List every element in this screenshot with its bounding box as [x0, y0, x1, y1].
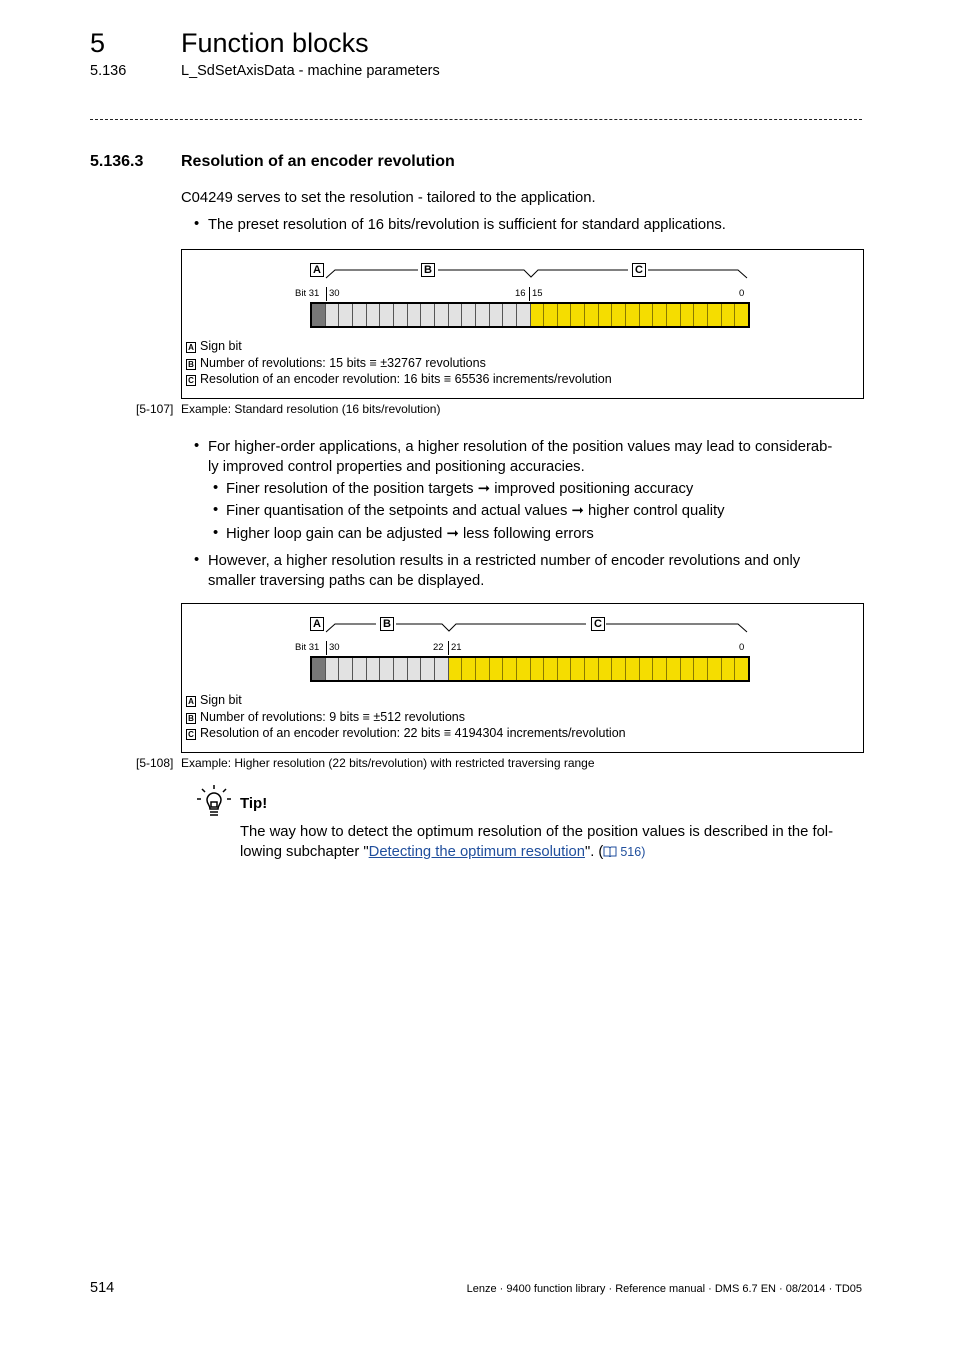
subbullet-marker: • — [213, 525, 219, 541]
book-icon — [603, 846, 617, 857]
tip-text-prefix: lowing subchapter " — [240, 843, 369, 860]
bit-separator — [448, 641, 449, 655]
bit-0-label: 0 — [739, 288, 745, 299]
legend-a-text: Sign bit — [200, 693, 242, 707]
subbullet-text: Finer resolution of the position targets — [226, 481, 474, 497]
legend-c-key: C — [186, 729, 196, 740]
resolution-bit-cell — [681, 304, 695, 326]
legend-a-text: Sign bit — [200, 339, 242, 353]
bit-31-label: Bit 31 — [295, 642, 320, 653]
resolution-bit-cell — [694, 658, 708, 680]
label-b-marker: B — [421, 263, 435, 277]
arrow-icon: ➞ — [446, 526, 459, 542]
resolution-bit-cell — [735, 658, 748, 680]
resolution-bit-cell — [517, 658, 531, 680]
resolution-bit-cell — [571, 304, 585, 326]
revolution-bit-cell — [435, 658, 449, 680]
bit-register — [310, 302, 750, 328]
legend-b-key: B — [186, 359, 196, 370]
bit-boundary-low-label: 15 — [532, 288, 543, 299]
legend-a-key: A — [186, 696, 196, 707]
tip-text-suffix: ". ( — [584, 843, 604, 860]
revolution-bit-cell — [449, 304, 463, 326]
bit-boundary-low-label: 21 — [451, 642, 462, 653]
revolution-bit-cell — [408, 304, 422, 326]
section-title: Resolution of an encoder revolution — [181, 153, 455, 170]
bullet-marker: • — [194, 438, 200, 454]
lightbulb-icon — [196, 784, 232, 820]
revolution-bit-cell — [326, 658, 340, 680]
revolution-bit-cell — [394, 658, 408, 680]
label-a-marker: A — [310, 617, 324, 631]
figure-standard-resolution — [181, 249, 864, 399]
resolution-bit-cell — [667, 304, 681, 326]
subchapter-number: 5.136 — [90, 63, 127, 79]
resolution-bit-cell — [640, 304, 654, 326]
resolution-bit-cell — [599, 658, 613, 680]
bit-30-label: 30 — [329, 642, 340, 653]
subbullet-item — [226, 525, 594, 545]
label-a-marker: A — [310, 263, 324, 277]
figure-caption-number: [5-108] — [136, 756, 174, 770]
legend-b-key: B — [186, 713, 196, 724]
resolution-bit-cell — [708, 658, 722, 680]
bullet-restricted-revolutions — [208, 552, 800, 591]
subchapter-title: L_SdSetAxisData - machine parameters — [181, 63, 440, 79]
bullet-higher-order — [208, 438, 832, 477]
bit-boundary-high-label: 16 — [515, 288, 526, 299]
tip-text-line2 — [240, 843, 833, 863]
legend-c — [186, 725, 626, 741]
label-b-marker: B — [380, 617, 394, 631]
legend-b-text: Number of revolutions: 15 bits ≡ ±32767 revolutions — [200, 356, 486, 370]
resolution-bit-cell — [626, 304, 640, 326]
revolution-bit-cell — [353, 304, 367, 326]
detecting-optimum-resolution-link[interactable]: Detecting the optimum resolution — [368, 843, 585, 860]
resolution-bit-cell — [667, 658, 681, 680]
page-number: 514 — [90, 1280, 115, 1296]
revolution-bit-cell — [462, 304, 476, 326]
figure-caption-number: [5-107] — [136, 402, 174, 416]
revolution-bit-cell — [339, 658, 353, 680]
resolution-bit-cell — [640, 658, 654, 680]
subbullet-result: less following errors — [463, 526, 594, 542]
section-number: 5.136.3 — [90, 153, 144, 170]
bit-30-label: 30 — [329, 288, 340, 299]
legend-a — [186, 692, 242, 708]
bit-separator — [326, 287, 327, 301]
revolution-bit-cell — [421, 658, 435, 680]
resolution-bit-cell — [612, 658, 626, 680]
revolution-bit-cell — [367, 304, 381, 326]
resolution-bit-cell — [544, 304, 558, 326]
legend-a-key: A — [186, 342, 196, 353]
intro-text: C04249 serves to set the resolution - tailored to the application. — [181, 190, 596, 206]
subbullet-marker: • — [213, 480, 219, 496]
revolution-bit-cell — [503, 304, 517, 326]
resolution-bit-cell — [653, 304, 667, 326]
legend-c-key: C — [186, 375, 196, 386]
revolution-bit-cell — [408, 658, 422, 680]
bullet-marker: • — [194, 552, 200, 568]
revolution-bit-cell — [517, 304, 531, 326]
footer-info: Lenze · 9400 function library · Reference manual · DMS 6.7 EN · 08/2014 · TD05 — [466, 1283, 862, 1295]
bullet-standard-resolution: The preset resolution of 16 bits/revolution is sufficient for standard applications. — [208, 217, 726, 233]
resolution-bit-cell — [558, 658, 572, 680]
revolution-bit-cell — [326, 304, 340, 326]
bit-0-label: 0 — [739, 642, 745, 653]
legend-b-text: Number of revolutions: 9 bits ≡ ±512 revolutions — [200, 710, 465, 724]
subbullet-text: Higher loop gain can be adjusted — [226, 526, 443, 542]
figure-caption-text: Example: Standard resolution (16 bits/revolution) — [181, 402, 441, 416]
figure-caption-text: Example: Higher resolution (22 bits/revolution) with restricted traversing range — [181, 756, 595, 770]
bullet-restricted-line2: smaller traversing paths can be displayed. — [208, 572, 485, 589]
bullet-higher-order-line2: ly improved control properties and positioning accuracies. — [208, 458, 585, 475]
label-c-marker: C — [591, 617, 605, 631]
resolution-bit-cell — [462, 658, 476, 680]
sign-bit-cell — [312, 304, 326, 326]
revolution-bit-cell — [339, 304, 353, 326]
subbullet-result: higher control quality — [588, 503, 725, 519]
resolution-bit-cell — [626, 658, 640, 680]
resolution-bit-cell — [681, 658, 695, 680]
bit-separator — [326, 641, 327, 655]
subbullet-item — [226, 480, 693, 500]
bit-range-brackets — [182, 604, 863, 654]
bit-31-label: Bit 31 — [295, 288, 320, 299]
resolution-bit-cell — [722, 304, 736, 326]
resolution-bit-cell — [585, 304, 599, 326]
bit-register — [310, 656, 750, 682]
figure-higher-resolution — [181, 603, 864, 753]
header-divider — [90, 119, 862, 120]
bullet-higher-order-line1: For higher-order applications, a higher resolution of the position values may lead to considerab- — [208, 439, 833, 455]
resolution-bit-cell — [531, 304, 545, 326]
resolution-bit-cell — [558, 304, 572, 326]
resolution-bit-cell — [735, 304, 748, 326]
chapter-title: Function blocks — [181, 28, 369, 58]
bit-boundary-high-label: 22 — [433, 642, 444, 653]
bit-separator — [529, 287, 530, 301]
legend-b — [186, 355, 486, 371]
revolution-bit-cell — [380, 658, 394, 680]
resolution-bit-cell — [708, 304, 722, 326]
revolution-bit-cell — [353, 658, 367, 680]
resolution-bit-cell — [599, 304, 613, 326]
tip-text-line1: The way how to detect the optimum resolution of the position values is described in the fol- — [240, 824, 834, 840]
resolution-bit-cell — [653, 658, 667, 680]
tip-text — [240, 823, 833, 862]
revolution-bit-cell — [490, 304, 504, 326]
revolution-bit-cell — [476, 304, 490, 326]
revolution-bit-cell — [421, 304, 435, 326]
bullet-restricted-line1: However, a higher resolution results in a restricted number of encoder revolutions and only — [208, 553, 801, 569]
page-reference-number: 516) — [620, 844, 646, 859]
resolution-bit-cell — [612, 304, 626, 326]
subbullet-marker: • — [213, 502, 219, 518]
revolution-bit-cell — [435, 304, 449, 326]
resolution-bit-cell — [490, 658, 504, 680]
revolution-bit-cell — [380, 304, 394, 326]
legend-c-text: Resolution of an encoder revolution: 22 bits ≡ 4194304 increments/revolution — [200, 726, 626, 740]
bullet-marker: • — [194, 216, 200, 232]
arrow-icon: ➞ — [477, 481, 491, 497]
subbullet-item — [226, 502, 725, 522]
legend-a — [186, 338, 242, 354]
label-c-marker: C — [632, 263, 646, 277]
chapter-number: 5 — [90, 28, 106, 58]
revolution-bit-cell — [367, 658, 381, 680]
resolution-bit-cell — [571, 658, 585, 680]
resolution-bit-cell — [585, 658, 599, 680]
resolution-bit-cell — [531, 658, 545, 680]
resolution-bit-cell — [544, 658, 558, 680]
tip-title: Tip! — [240, 795, 268, 812]
subbullet-text: Finer quantisation of the setpoints and actual values — [226, 503, 568, 519]
page-reference-link[interactable] — [603, 845, 645, 859]
arrow-icon: ➞ — [571, 503, 584, 519]
resolution-bit-cell — [694, 304, 708, 326]
legend-b — [186, 709, 465, 725]
legend-c — [186, 371, 612, 387]
legend-c-text: Resolution of an encoder revolution: 16 bits ≡ 65536 increments/revolution — [200, 372, 612, 386]
subbullet-result: improved positioning accuracy — [494, 481, 694, 497]
resolution-bit-cell — [476, 658, 490, 680]
revolution-bit-cell — [394, 304, 408, 326]
resolution-bit-cell — [722, 658, 736, 680]
resolution-bit-cell — [503, 658, 517, 680]
resolution-bit-cell — [449, 658, 463, 680]
sign-bit-cell — [312, 658, 326, 680]
